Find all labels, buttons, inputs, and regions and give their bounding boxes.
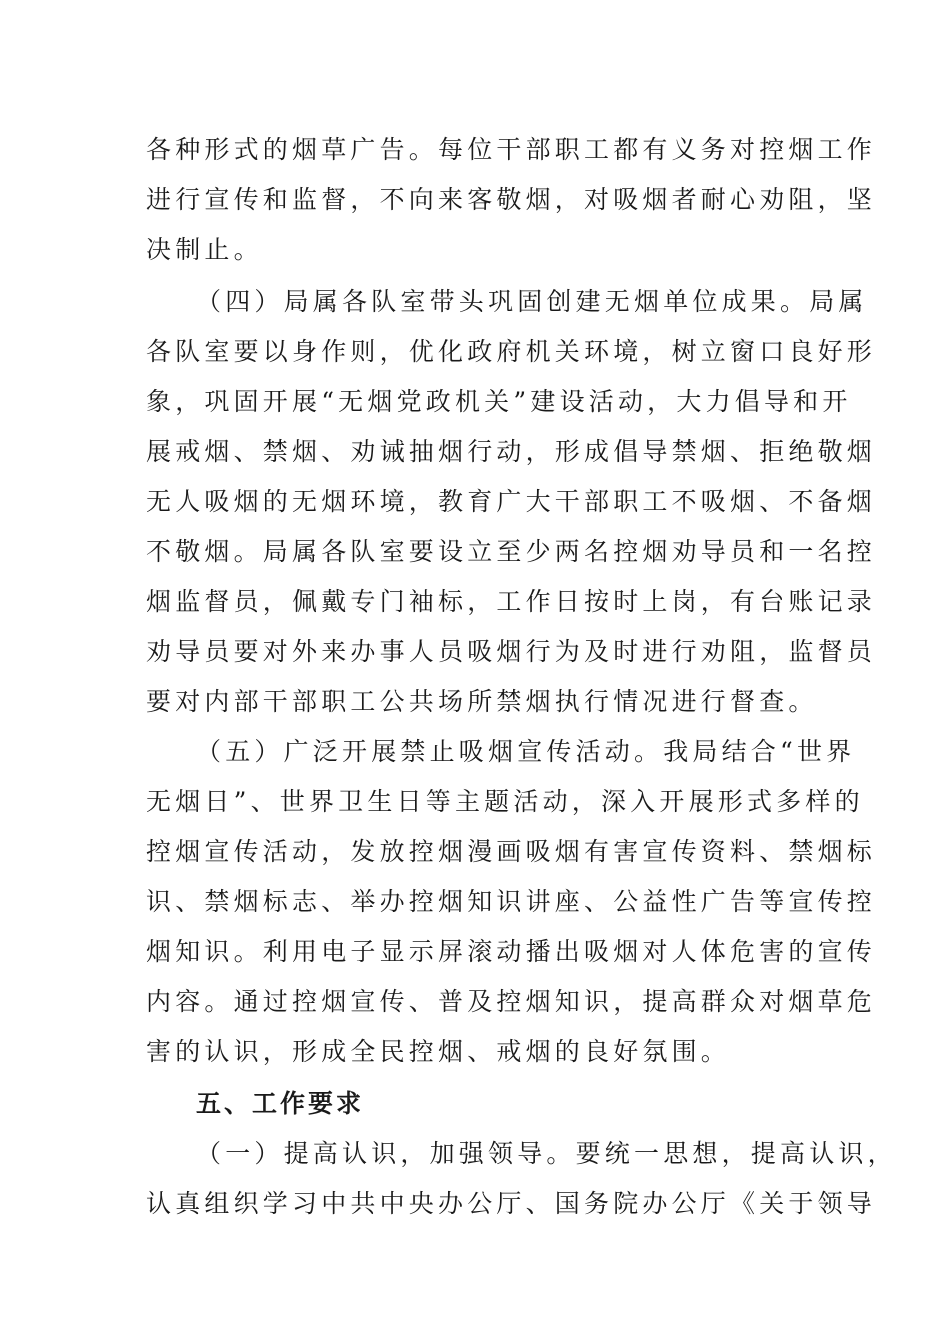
text-line: 无烟日”、世界卫生日等主题活动，深入开展形式多样的 <box>146 787 864 816</box>
text-line: 控烟宣传活动，发放控烟漫画吸烟有害宣传资料、禁烟标 <box>146 837 877 866</box>
text-line: 要对内部干部职工公共场所禁烟执行情况进行督查。 <box>146 687 818 716</box>
text-line: 无人吸烟的无烟环境，教育广大干部职工不吸烟、不备烟 <box>146 487 877 516</box>
text-line: 烟监督员，佩戴专门袖标，工作日按时上岗，有台账记录 <box>146 587 877 616</box>
text-line: 象，巩固开展“无烟党政机关”建设活动，大力倡导和开 <box>146 387 852 416</box>
text-line: 识、禁烟标志、举办控烟知识讲座、公益性广告等宣传控 <box>146 887 877 916</box>
text-line: 各队室要以身作则，优化政府机关环境，树立窗口良好形 <box>146 337 877 366</box>
text-line: 决制止。 <box>146 235 263 264</box>
text-line: 展戒烟、禁烟、劝诫抽烟行动，形成倡导禁烟、拒绝敬烟 <box>146 437 877 466</box>
paragraph-work-req-first-line: （一）提高认识，加强领导。要统一思想，提高认识， <box>196 1139 897 1168</box>
paragraph-4-first-line: （四）局属各队室带头巩固创建无烟单位成果。局属 <box>196 287 868 316</box>
text-line: 认真组织学习中共中央办公厅、国务院办公厅《关于领导 <box>146 1189 877 1218</box>
text-line: 内容。通过控烟宣传、普及控烟知识，提高群众对烟草危 <box>146 987 877 1016</box>
text-line: 进行宣传和监督，不向来客敬烟，对吸烟者耐心劝阻，坚 <box>146 185 877 214</box>
text-line: 各种形式的烟草广告。每位干部职工都有义务对控烟工作 <box>146 135 877 164</box>
section-heading: 五、工作要求 <box>196 1089 365 1118</box>
text-line: 劝导员要对外来办事人员吸烟行为及时进行劝阻，监督员 <box>146 637 877 666</box>
text-line: 害的认识，形成全民控烟、戒烟的良好氛围。 <box>146 1037 731 1066</box>
text-line: 不敬烟。局属各队室要设立至少两名控烟劝导员和一名控 <box>146 537 877 566</box>
paragraph-5-first-line: （五）广泛开展禁止吸烟宣传活动。我局结合“世界 <box>196 737 856 766</box>
text-line: 烟知识。利用电子显示屏滚动播出吸烟对人体危害的宣传 <box>146 937 877 966</box>
